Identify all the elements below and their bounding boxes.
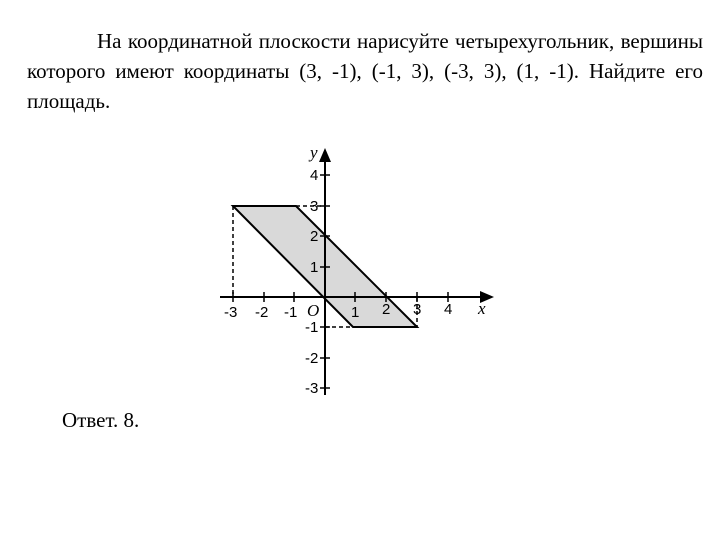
x-tick-label: -3 [224,304,238,321]
x-tick-label: 2 [382,301,391,318]
x-tick-label: 4 [444,301,453,318]
origin-label: O [307,301,320,320]
coordinate-plane [200,140,500,405]
y-tick-label: -1 [305,319,319,336]
y-axis-label: y [310,143,318,162]
coordinate-plane-figure [200,140,500,405]
x-tick-label: -2 [255,304,269,321]
y-tick-label: 1 [310,259,319,276]
answer-text: Ответ. 8. [62,408,140,432]
y-tick-label: 3 [310,198,319,215]
x-axis-label: x [478,299,486,318]
x-tick-label: 1 [351,304,360,321]
x-tick-label: 3 [413,301,422,318]
y-axis-arrow [319,148,331,162]
y-tick-label: 4 [310,167,319,184]
y-tick-label: -2 [305,350,319,367]
y-tick-label: 2 [310,228,319,245]
problem-text: На координатной плоскости нарисуйте четырехугольник, вершины которого имеют координаты (3, -1), (-1, 3), (-3, 3), (1, -1). Найдите его площадь. [27,29,703,113]
y-tick-label: -3 [305,380,319,397]
x-tick-label: -1 [284,304,298,321]
